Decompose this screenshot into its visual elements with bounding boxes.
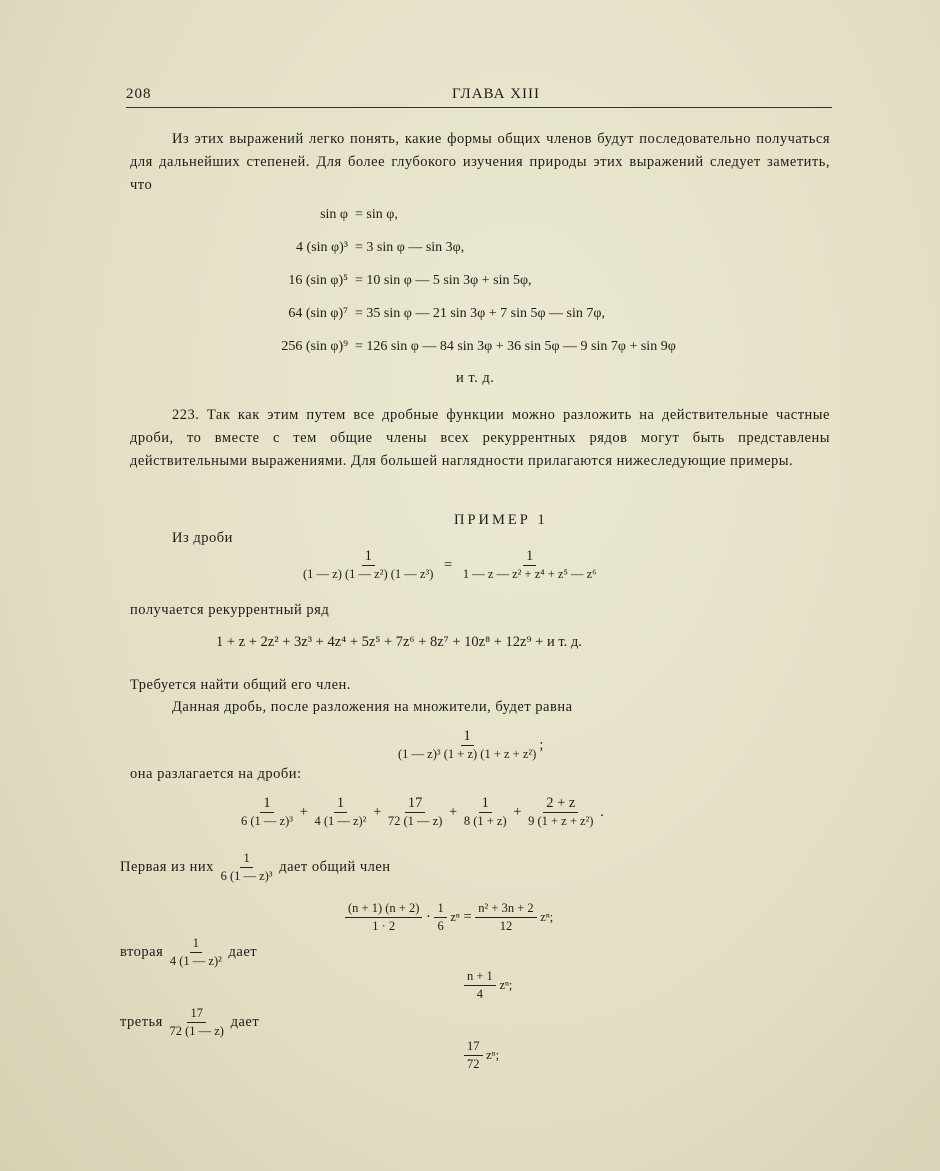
example-title: ПРИМЕР 1 <box>454 512 548 528</box>
fraction-denominator: (1 — z) (1 — z²) (1 — z³) <box>303 567 434 581</box>
first-line <box>120 850 391 885</box>
partial-fraction-1 <box>238 795 296 830</box>
identity-lhs-text: sin φ <box>320 207 348 222</box>
page-number: 208 <box>126 86 152 102</box>
equals-sign: = <box>463 908 472 925</box>
chapter-title: ГЛАВА XIII <box>452 86 541 102</box>
ft-frac-2 <box>434 900 446 935</box>
fraction-denominator: 6 (1 — z)³ <box>241 814 293 828</box>
fraction-numerator: 1 <box>190 935 202 953</box>
factored-fraction <box>395 728 543 763</box>
fraction-denominator: 72 <box>467 1057 480 1071</box>
partial-fraction-4 <box>461 795 510 830</box>
fraction-numerator: 1 <box>362 548 375 566</box>
plus-sign: + <box>373 803 382 820</box>
header-rule <box>126 107 832 108</box>
identity-rhs-1: = sin φ, <box>355 207 398 222</box>
second-fraction <box>167 935 225 970</box>
fraction-numerator: 1 <box>461 728 474 746</box>
fraction-numerator: 17 <box>464 1038 483 1056</box>
fraction-denominator: 12 <box>499 919 513 933</box>
fraction-denominator: 6 <box>437 919 444 933</box>
fraction-denominator: 72 (1 — z) <box>387 814 443 828</box>
plus-sign: + <box>449 803 458 820</box>
first-label: Первая из них <box>120 858 214 875</box>
second-after: дает <box>228 943 258 960</box>
identity-lhs-text: 64 (sin φ)⁷ <box>288 306 348 321</box>
fraction-numerator: 17 <box>405 795 426 813</box>
identity-lhs-text: 256 (sin φ)⁹ <box>281 339 348 354</box>
fraction-denominator: 1 · 2 <box>372 919 396 933</box>
semicolon: ; <box>539 736 544 753</box>
ft-frac-1 <box>345 900 422 935</box>
z-power-tail: zⁿ; <box>499 977 513 992</box>
fraction-numerator: 1 <box>260 795 273 813</box>
second-line <box>120 935 257 970</box>
recurrent-series: 1 + z + 2z² + 3z³ + 4z⁴ + 5z⁵ + 7z⁶ + 8z⁷ + 10z⁸ + 12z⁹ + и т. д. <box>216 634 582 650</box>
series-intro: получается рекуррентный ряд <box>130 602 330 618</box>
identity-rhs-3: = 10 sin φ — 5 sin 3φ + sin 5φ, <box>355 273 532 288</box>
partial-fractions <box>238 795 604 830</box>
fraction-denominator: 72 (1 — z) <box>169 1024 224 1038</box>
second-label: вторая <box>120 943 164 960</box>
dot-operator: · <box>426 908 431 925</box>
plus-sign: + <box>513 803 522 820</box>
first-term-equation <box>345 900 553 935</box>
third-label: третья <box>120 1013 163 1030</box>
third-after: дает <box>230 1013 260 1030</box>
fraction-numerator: 2 + z <box>543 795 578 813</box>
fraction-numerator: 1 <box>523 548 536 566</box>
z-power-tail: zⁿ; <box>486 1047 500 1062</box>
fraction-denominator: 8 (1 + z) <box>463 814 507 828</box>
fraction-denominator: 4 (1 — z)² <box>169 954 222 968</box>
section-paragraph: 223. Так как этим путем все дробные функции можно разложить на действительные частные дроби, то вместе с тем общие члены всех рекуррентных рядов могут быть представлены действительными выражениями. Для большей наглядности прилагаются нижеследующие примеры. <box>130 407 830 469</box>
fraction-numerator: 1 <box>479 795 492 813</box>
factored-frac <box>395 728 539 763</box>
z-power: zⁿ <box>450 909 460 924</box>
partial-fraction-3 <box>385 795 446 830</box>
factor-text: Данная дробь, после разложения на множители, будет равна <box>172 699 573 715</box>
fraction-denominator: 4 <box>476 987 484 1001</box>
identity-lhs-text: 4 (sin φ)³ <box>296 240 348 255</box>
main-fraction-right <box>460 548 600 583</box>
intro-paragraph: Из этих выражений легко понять, какие формы общих членов будут последовательно получаться для дальнейших степеней. Для более глубокого изучения природы этих выражений следует заметить, что <box>130 131 830 193</box>
fraction-numerator: n + 1 <box>464 968 496 986</box>
third-term <box>464 1038 499 1073</box>
plus-sign: + <box>299 803 308 820</box>
second-term <box>464 968 512 1003</box>
identity-lhs-text: 16 (sin φ)⁵ <box>288 273 348 288</box>
main-fraction-equation <box>300 548 599 583</box>
z-power-tail: zⁿ; <box>540 909 554 924</box>
from-fraction-label: Из дроби <box>172 530 233 546</box>
fraction-numerator: 1 <box>240 850 252 868</box>
decomp-intro: она разлагается на дроби: <box>130 766 302 782</box>
first-fraction <box>218 850 276 885</box>
third-fraction <box>166 1005 227 1040</box>
partial-fraction-5 <box>525 795 596 830</box>
fraction-denominator: 9 (1 + z + z²) <box>528 814 594 828</box>
tt-frac <box>464 1038 483 1073</box>
partial-fraction-2 <box>311 795 369 830</box>
third-line <box>120 1005 259 1040</box>
identity-rhs-2: = 3 sin φ — sin 3φ, <box>355 240 465 255</box>
equals-sign: = <box>444 556 453 573</box>
fraction-denominator: (1 — z)³ (1 + z) (1 + z + z²) <box>398 747 537 761</box>
fraction-numerator: 1 <box>434 900 446 918</box>
fraction-numerator: n² + 3n + 2 <box>475 900 536 918</box>
identity-rhs-4: = 35 sin φ — 21 sin 3φ + 7 sin 5φ — sin 7φ, <box>355 306 605 321</box>
etc-label: и т. д. <box>456 370 495 386</box>
st-frac <box>464 968 496 1003</box>
identity-rhs-5: = 126 sin φ — 84 sin 3φ + 36 sin 5φ — 9 sin 7φ + sin 9φ <box>355 339 676 354</box>
fraction-denominator: 6 (1 — z)³ <box>220 869 273 883</box>
fraction-numerator: 17 <box>187 1005 206 1023</box>
fraction-numerator: 1 <box>334 795 347 813</box>
ft-frac-3 <box>475 900 536 935</box>
first-after: дает общий член <box>279 858 391 875</box>
fraction-numerator: (n + 1) (n + 2) <box>345 900 422 918</box>
fraction-denominator: 1 — z — z² + z⁴ + z⁵ — z⁶ <box>462 567 597 581</box>
fraction-denominator: 4 (1 — z)² <box>314 814 367 828</box>
period: . <box>600 803 604 820</box>
main-fraction-left <box>300 548 436 583</box>
required-text: Требуется найти общий его член. <box>130 677 351 693</box>
